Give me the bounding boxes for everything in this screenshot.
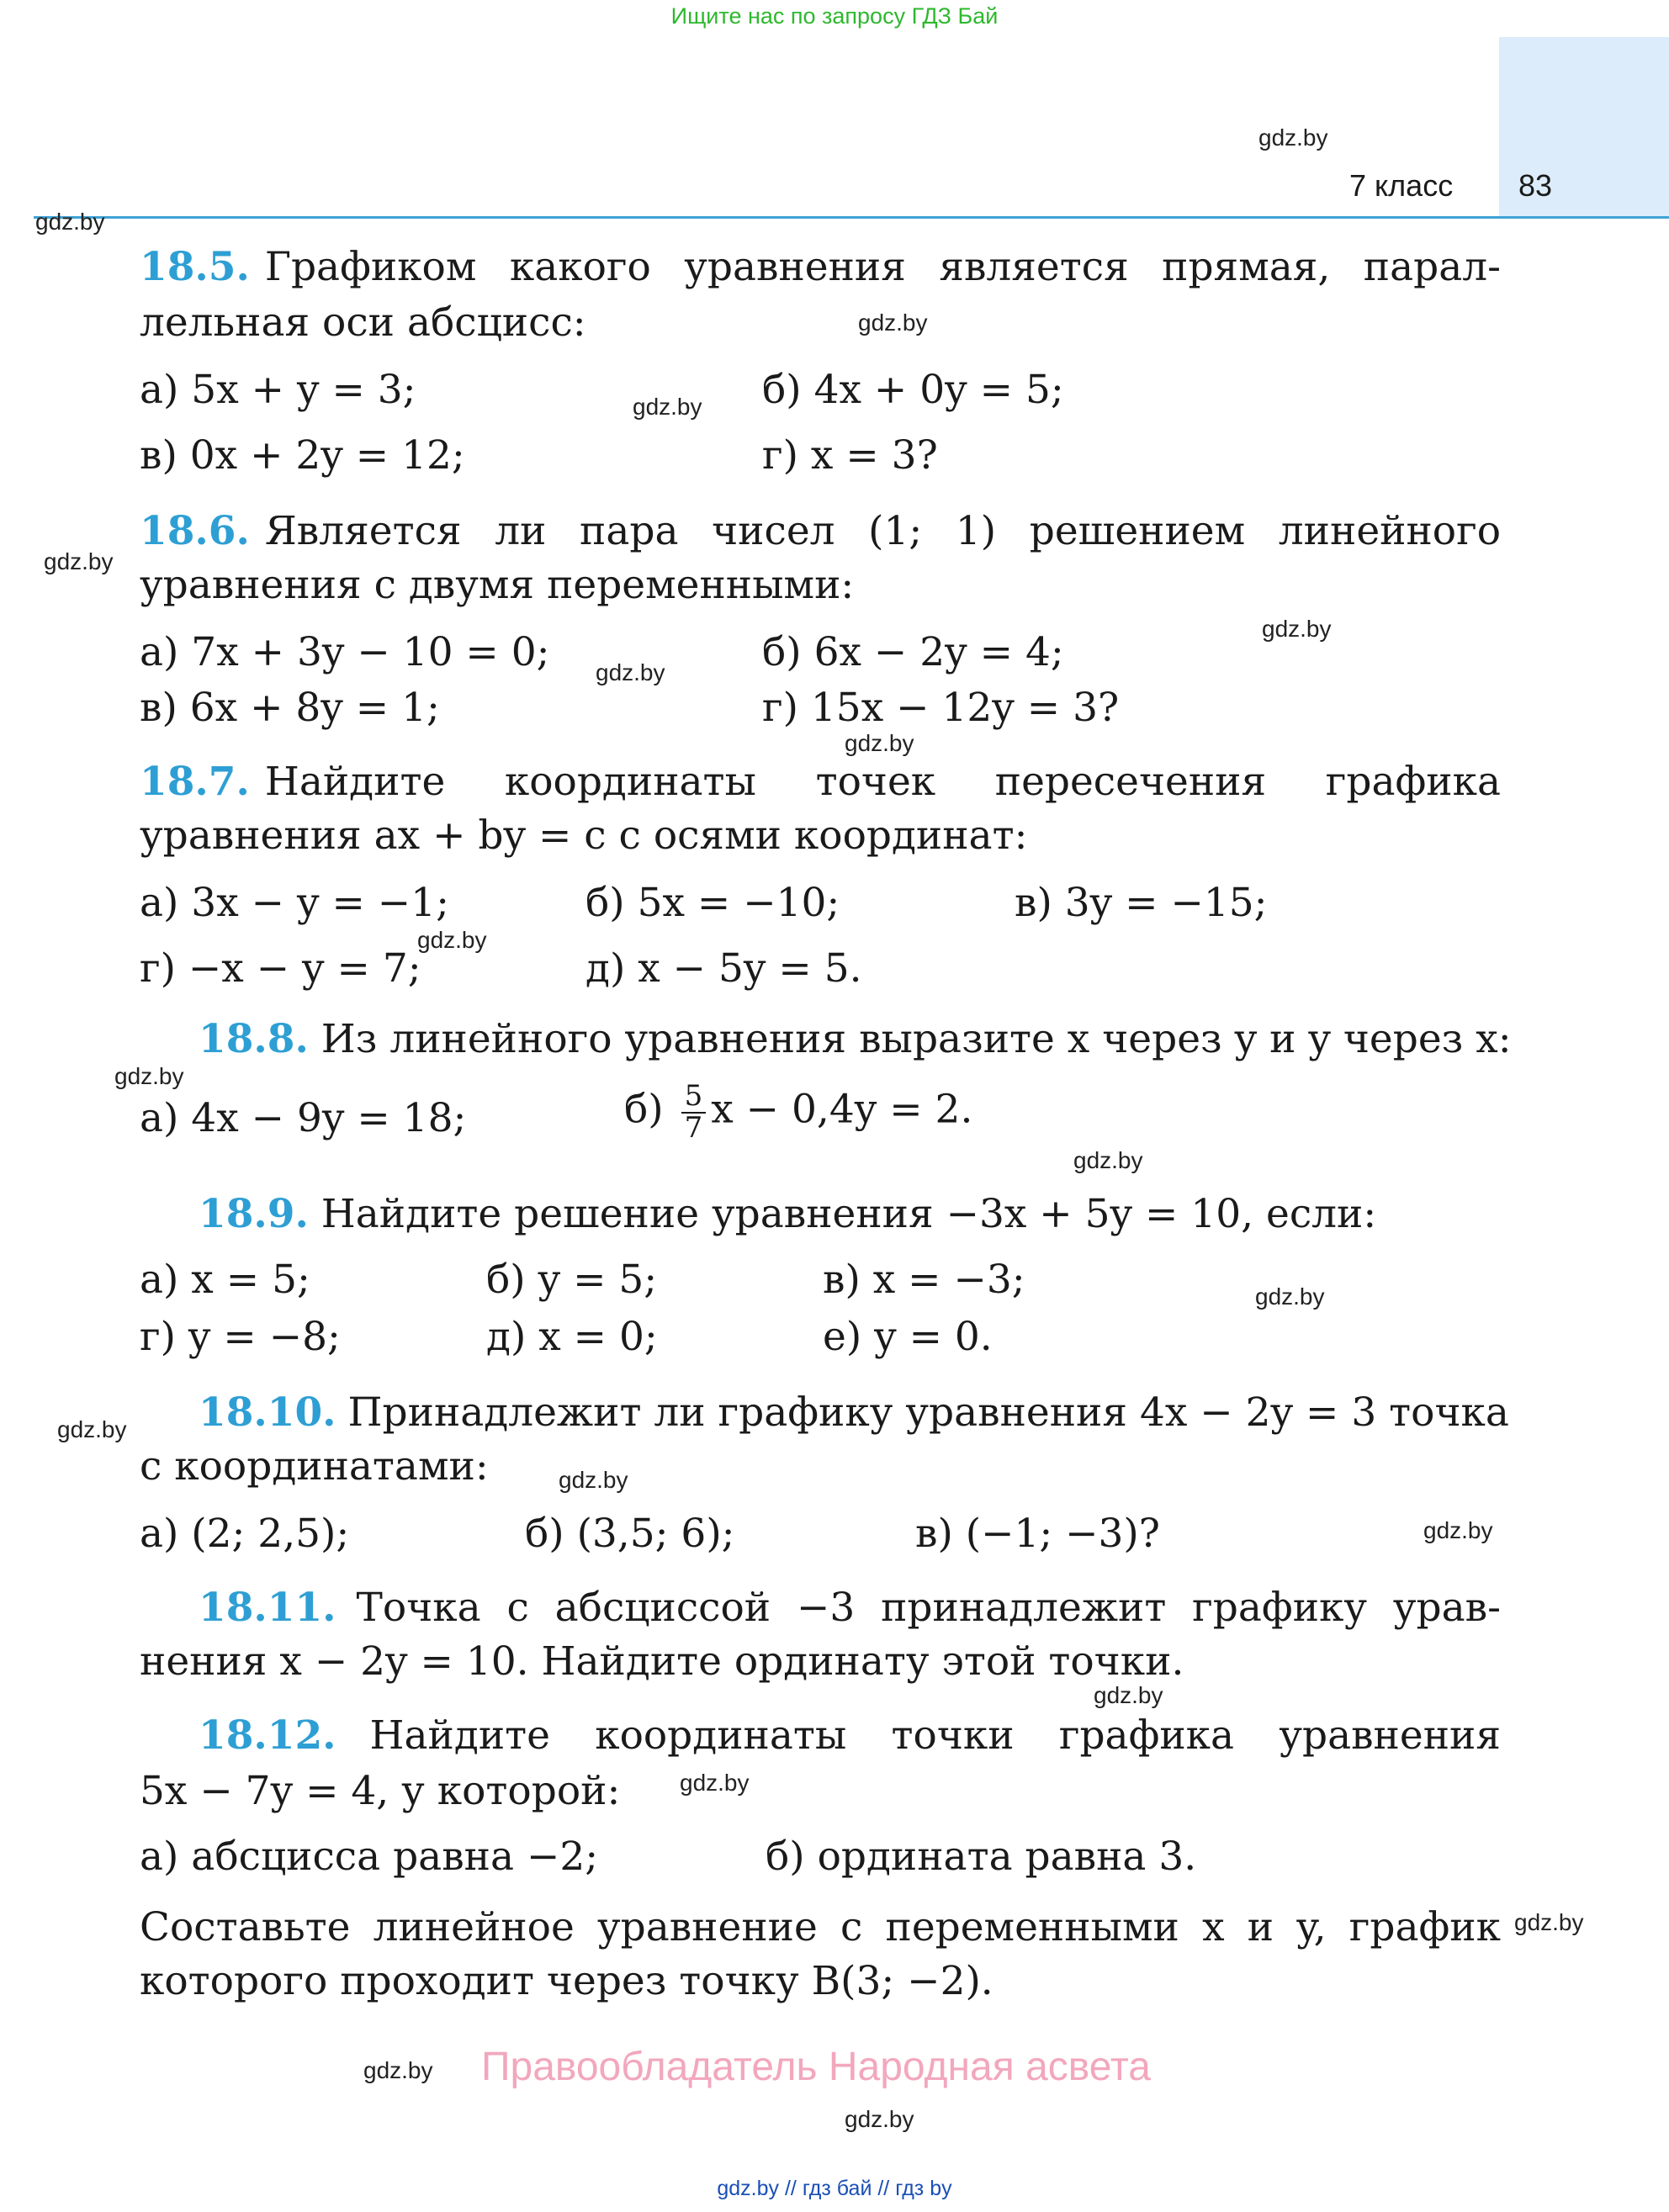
watermark: gdz.by — [1423, 1517, 1493, 1543]
copyright-notice: Правообладатель Народная асвета — [481, 2045, 1151, 2089]
problem-18-5-line2: лельная оси абсцисс: — [140, 299, 586, 346]
problem-18-12-line1: 18.12. Найдите координаты точки графика уравнения — [199, 1712, 1501, 1759]
top-banner[interactable]: Ищите нас по запросу ГДЗ Бай — [670, 3, 999, 29]
option-b: б) $\frac{5}{7}$ x − 0,4y = 2. — [624, 1079, 973, 1145]
problem-number: 18.8. — [199, 1016, 309, 1062]
problem-18-7-line2: уравнения ax + by = c с осями координат: — [140, 812, 1028, 859]
grade-label: 7 класс — [1349, 168, 1454, 203]
option-d: д) x = 0; — [486, 1314, 658, 1360]
page-number: 83 — [1518, 168, 1553, 203]
option-a: а) 4x − 9y = 18; — [140, 1095, 467, 1141]
option-g: г) x = 3? — [762, 432, 938, 479]
problem-18-7-line1: 18.7. Найдите координаты точек пересечения графика — [140, 759, 1501, 805]
header-rule — [34, 216, 1669, 219]
watermark: gdz.by — [680, 1770, 750, 1796]
watermark: gdz.by — [1255, 1283, 1325, 1310]
option-v: в) 6x + 8y = 1; — [140, 685, 440, 731]
problem-18-9-line1: 18.9. Найдите решение уравнения −3x + 5y = 10, если: — [199, 1191, 1377, 1237]
option-a: а) 3x − y = −1; — [140, 880, 449, 926]
problem-number: 18.7. — [140, 759, 250, 805]
option-b: б) y = 5; — [486, 1257, 658, 1303]
watermark: gdz.by — [559, 1467, 628, 1493]
problem-18-5-line1: 18.5. Графиком какого уравнения является прямая, парал- — [140, 244, 1501, 290]
option-g: г) y = −8; — [140, 1314, 341, 1360]
watermark: gdz.by — [417, 927, 487, 953]
fraction: $\frac{5}{7}$ — [681, 1082, 707, 1143]
watermark: gdz.by — [845, 2106, 914, 2132]
extra-task-line1: Составьте линейное уравнение с переменными x и y, график — [140, 1904, 1501, 1950]
problem-number: 18.6. — [140, 508, 250, 554]
watermark: gdz.by — [1262, 616, 1332, 642]
option-g: г) 15x − 12y = 3? — [762, 685, 1120, 731]
watermark: gdz.by — [35, 209, 105, 235]
watermark: gdz.by — [1094, 1682, 1163, 1708]
option-v: в) x = −3; — [823, 1257, 1025, 1303]
problem-18-11-line2: нения x − 2y = 10. Найдите ординату этой точки. — [140, 1638, 1184, 1685]
watermark: gdz.by — [1073, 1147, 1143, 1173]
problem-18-10-line2: с координатами: — [140, 1443, 489, 1490]
problem-18-6-line2: уравнения с двумя переменными: — [140, 562, 855, 608]
problem-number: 18.12. — [199, 1712, 336, 1759]
option-b: б) ордината равна 3. — [766, 1834, 1197, 1880]
watermark: gdz.by — [57, 1416, 127, 1442]
problem-18-6-line1: 18.6. Является ли пара чисел (1; 1) решением линейного — [140, 508, 1501, 554]
option-a: а) абсцисса равна −2; — [140, 1834, 599, 1880]
option-v: в) 3y = −15; — [1015, 880, 1268, 926]
watermark: gdz.by — [363, 2057, 433, 2083]
option-b: б) 5x = −10; — [585, 880, 840, 926]
watermark: gdz.by — [858, 310, 928, 336]
option-a: а) 7x + 3y − 10 = 0; — [140, 629, 550, 675]
problem-18-10-line1: 18.10. Принадлежит ли графику уравнения 4x − 2y = 3 точка — [199, 1389, 1509, 1436]
footer-links[interactable]: gdz.by // гдз бай // гдз by — [717, 2177, 952, 2200]
problem-number: 18.11. — [199, 1585, 336, 1631]
option-v: в) (−1; −3)? — [915, 1511, 1160, 1557]
option-a: а) (2; 2,5); — [140, 1511, 350, 1557]
problem-18-12-line2: 5x − 7y = 4, у которой: — [140, 1768, 621, 1814]
option-g: г) −x − y = 7; — [140, 945, 421, 992]
problem-18-11-line1: 18.11. Точка с абсциссой −3 принадлежит графику урав- — [199, 1585, 1501, 1631]
extra-task-line2: которого проходит через точку B(3; −2). — [140, 1958, 993, 2004]
watermark: gdz.by — [1514, 1909, 1584, 1935]
option-a: а) 5x + y = 3; — [140, 367, 416, 413]
option-v: в) 0x + 2y = 12; — [140, 432, 465, 479]
watermark: gdz.by — [633, 394, 702, 420]
problem-number: 18.10. — [199, 1389, 336, 1436]
problem-18-8-line1: 18.8. Из линейного уравнения выразите x через y и y через x: — [199, 1016, 1512, 1062]
watermark: gdz.by — [44, 548, 114, 574]
option-b: б) 4x + 0y = 5; — [762, 367, 1064, 413]
option-b: б) (3,5; 6); — [525, 1511, 735, 1557]
option-e: е) y = 0. — [823, 1314, 993, 1360]
watermark: gdz.by — [1258, 124, 1328, 151]
watermark: gdz.by — [596, 659, 665, 685]
problem-number: 18.5. — [140, 244, 250, 290]
option-b: б) 6x − 2y = 4; — [762, 629, 1064, 675]
option-d: д) x − 5y = 5. — [585, 945, 862, 992]
watermark: gdz.by — [114, 1063, 184, 1089]
option-a: а) x = 5; — [140, 1257, 310, 1303]
problem-number: 18.9. — [199, 1191, 309, 1237]
watermark: gdz.by — [845, 730, 914, 756]
